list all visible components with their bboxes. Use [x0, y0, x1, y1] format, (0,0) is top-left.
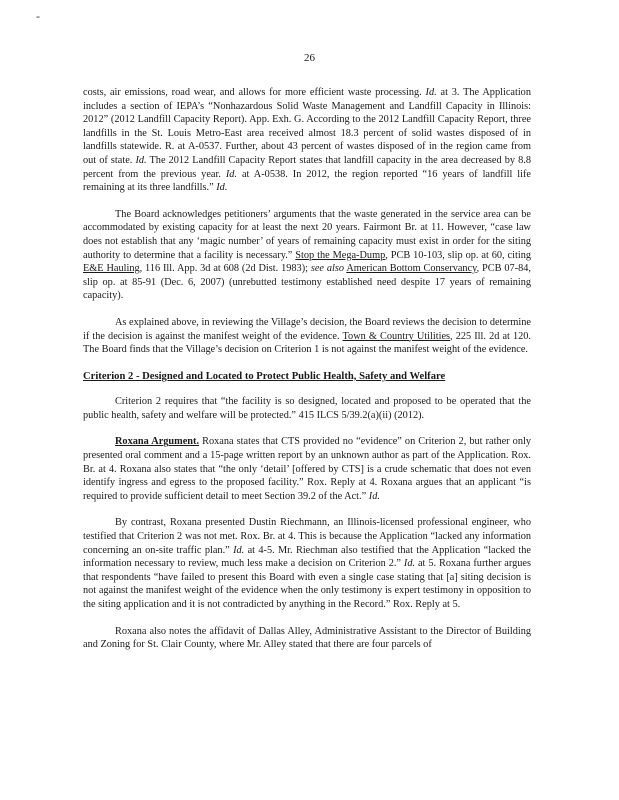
text-run: at 4-5. Mr. Riechman also testified that the Application “lacked the information necessary to review, much less make a decision on Criterion 2.” [83, 544, 531, 570]
paragraph-board-acknowledges [83, 208, 531, 303]
paragraph-roxana-argument [83, 435, 531, 503]
citation-id: Id. [425, 87, 437, 98]
paragraph-alley-affidavit: Roxana also notes the affidavit of Dallas Alley, Administrative Assistant to the Director of Building and Zoning for St. Clair County, where Mr. Alley stated that there are four parcels of [83, 625, 531, 651]
text-run: Roxana states that CTS provided no “evidence” on Criterion 2, but rather only presented oral comment and a 15-page written report by an unknown author as part of the Application. Rox. Br. at 4. Roxana also states that “the only ‘detail’ [offered by CTS] is a crude schematic that does not even identify ingress and egress to the proposed facility.” Rox. Reply at 4. Roxana argues that an applicant “is required to provide sufficient detail to meet Section 39.2 of the Act.” [83, 436, 531, 502]
case-citation: American Bottom Conservancy [346, 263, 477, 275]
text-run: costs, air emissions, road wear, and allows for more efficient waste processing. [83, 87, 426, 98]
text-run: By contrast, Roxana presented Dustin Riechmann, an Illinois-licensed professional engineer, who testified that Criterion 2 was not met. Rox. Br. at 4. This is because the Application “lacked any information concerning an on-site traffic plan.” [83, 517, 531, 556]
text-run: , 116 Ill. App. 3d at 608 (2d Dist. 1983); [139, 263, 311, 275]
document-body [83, 86, 531, 665]
citation-id: Id. [216, 182, 228, 194]
text-run: , PCB 07-84, slip op. at 85-91 (Dec. 6, 2007) (unrebutted testimony established need despite 17 years of remaining capacity). [83, 263, 531, 302]
text-run: , 225 Ill. 2d at 120. The Board finds that the Village’s decision on Criterion 1 is not against the manifest weight of the evidence. [83, 330, 532, 356]
citation-id: Id. [403, 558, 416, 570]
citation-id: Id. [368, 490, 380, 502]
page-number: 26 [304, 52, 315, 64]
text-run: As explained above, in reviewing the Village’s decision, the Board reviews the decision to determine if the decision is against the manifest weight of the evidence. [83, 316, 531, 342]
citation-id: Id. [225, 168, 238, 180]
case-citation: Stop the Mega-Dump [295, 249, 386, 261]
paragraph-riechmann-testimony [83, 516, 531, 611]
citation-id: Id. [135, 154, 147, 166]
text-run: at 5. Roxana further argues that respondents “have failed to present this Board with even a single case stating that [a] siting decision is not against the manifest weight of the evidence when the only testimony is expert testimony in opposition to the siting application and it is not contradicted by anything in the Record.” Rox. Reply at 5. [83, 558, 531, 610]
text-run: , PCB 10-103, slip op. at 60, citing [385, 249, 531, 261]
case-citation: Town & Country Utilities [342, 330, 451, 342]
text-run: The Board acknowledges petitioners’ arguments that the waste generated in the service area can be accommodated by existing capacity for at least the next 20 years. Fairmont Br. at 11. However, “case law does not establish that any ‘magic number’ of years of remaining capacity must exist in order for the siting authority to determine that a facility is necessary.” [83, 208, 531, 261]
text-run: at A-0538. In 2012, the region reported “16 years of landfill life remaining at its three landfills.” [83, 168, 531, 194]
text-run: at 3. The Application includes a section of IEPA’s “Nonhazardous Solid Waste Management and Landfill Capacity in Illinois: 2012” (2012 Landfill Capacity Report). App. Exh. G. According to the 2012 Landfill Capacity Report, three landfills in the St. Louis Metro-East area received almost 18.3 percent of solid wastes disposed of in landfills statewide. R. at A-0537. Further, about 43 percent of wastes disposed of in the region came from out of state. [83, 87, 531, 166]
citation-id: Id. [233, 544, 245, 556]
case-citation: E&E Hauling [83, 263, 140, 275]
section-heading-criterion-2: Criterion 2 - Designed and Located to Protect Public Health, Safety and Welfare [83, 370, 446, 382]
margin-mark: - [36, 9, 40, 23]
text-run: The 2012 Landfill Capacity Report states that landfill capacity in the area decreased by 8.8 percent from the previous year. [83, 154, 531, 180]
argument-lead-label: Roxana Argument. [115, 436, 200, 448]
paragraph-waste-capacity [83, 86, 531, 195]
signal-see-also: see also [310, 263, 345, 275]
paragraph-manifest-weight [83, 316, 531, 357]
paragraph-criterion-2-requirement: Criterion 2 requires that “the facility is so designed, located and proposed to be operated that the public health, safety and welfare will be protected.” 415 ILCS 5/39.2(a)(ii) (2012). [83, 396, 531, 421]
